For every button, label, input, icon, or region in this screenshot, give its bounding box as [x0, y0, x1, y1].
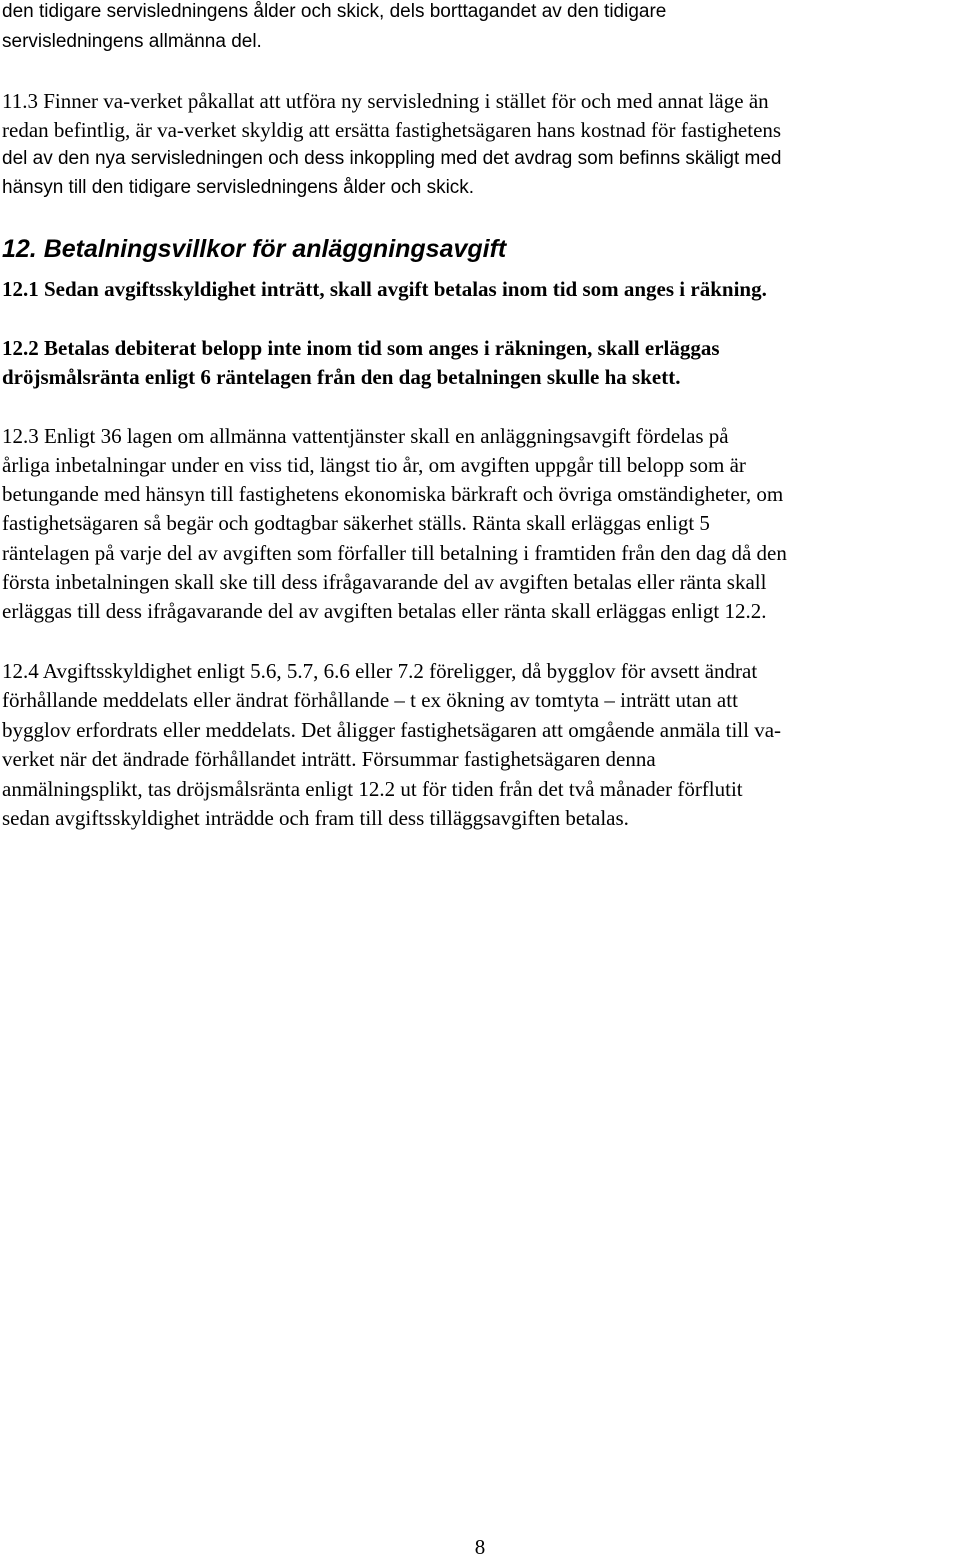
text-line: dröjsmålsränta enligt 6 räntelagen från den dag betalningen skulle ha skett. — [2, 365, 681, 389]
text-line: verket när det ändrade förhållandet inträtt. Försummar fastighetsägaren denna — [2, 747, 656, 771]
text-line: den tidigare servisledningens ålder och skick, dels borttagandet av den tidigare — [2, 1, 667, 22]
text-line: 11.3 Finner va-verket påkallat att utföra ny servisledning i stället för och med annat läge än — [2, 89, 769, 113]
section-heading: 12. Betalningsvillkor för anläggningsavgift — [2, 235, 507, 263]
text-line: redan befintlig, är va-verket skyldig att ersätta fastighetsägaren hans kostnad för fastighetens — [2, 118, 782, 142]
text-line: sedan avgiftsskyldighet inträdde och fram till dess tilläggsavgiften betalas. — [2, 806, 629, 830]
text-line: hänsyn till den tidigare servisledningens ålder och skick. — [2, 177, 475, 198]
text-line: bygglov erfordrats eller meddelats. Det åligger fastighetsägaren att omgående anmäla till va- — [2, 718, 782, 742]
text-line: betungande med hänsyn till fastighetens ekonomiska bärkraft och övriga omständigheter, om — [2, 482, 784, 506]
text-line: årliga inbetalningar under en viss tid, längst tio år, om avgiften uppgår till belopp som är — [2, 453, 746, 477]
text-line: 12.2 Betalas debiterat belopp inte inom tid som anges i räkningen, skall erläggas — [2, 336, 720, 360]
text-line: servisledningens allmänna del. — [2, 31, 262, 52]
text-line: 12.3 Enligt 36 lagen om allmänna vattentjänster skall en anläggningsavgift fördelas på — [2, 424, 729, 448]
text-line: räntelagen på varje del av avgiften som förfaller till betalning i framtiden från den dag då den — [2, 541, 787, 565]
text-line: del av den nya servisledningen och dess inkoppling med det avdrag som befinns skäligt med — [2, 148, 782, 169]
text-line: 12.4 Avgiftsskyldighet enligt 5.6, 5.7, 6.6 eller 7.2 föreligger, då bygglov för avsett ändrat — [2, 659, 758, 683]
page-number: 8 — [474, 1535, 486, 1559]
text-line: erläggas till dess ifrågavarande del av avgiften betalas eller ränta skall erläggas enligt 12.2. — [2, 599, 767, 623]
text-line: fastighetsägaren så begär och godtagbar säkerhet ställs. Ränta skall erläggas enligt 5 — [2, 511, 710, 535]
text-line: förhållande meddelats eller ändrat förhållande – t ex ökning av tomtyta – inträtt utan att — [2, 688, 738, 712]
text-line: anmälningsplikt, tas dröjsmålsränta enligt 12.2 ut för tiden från det två månader förflutit — [2, 777, 743, 801]
text-line: 12.1 Sedan avgiftsskyldighet inträtt, skall avgift betalas inom tid som anges i räkning. — [2, 277, 767, 301]
text-line: första inbetalningen skall ske till dess ifrågavarande del av avgiften betalas eller ränta skall — [2, 570, 767, 594]
